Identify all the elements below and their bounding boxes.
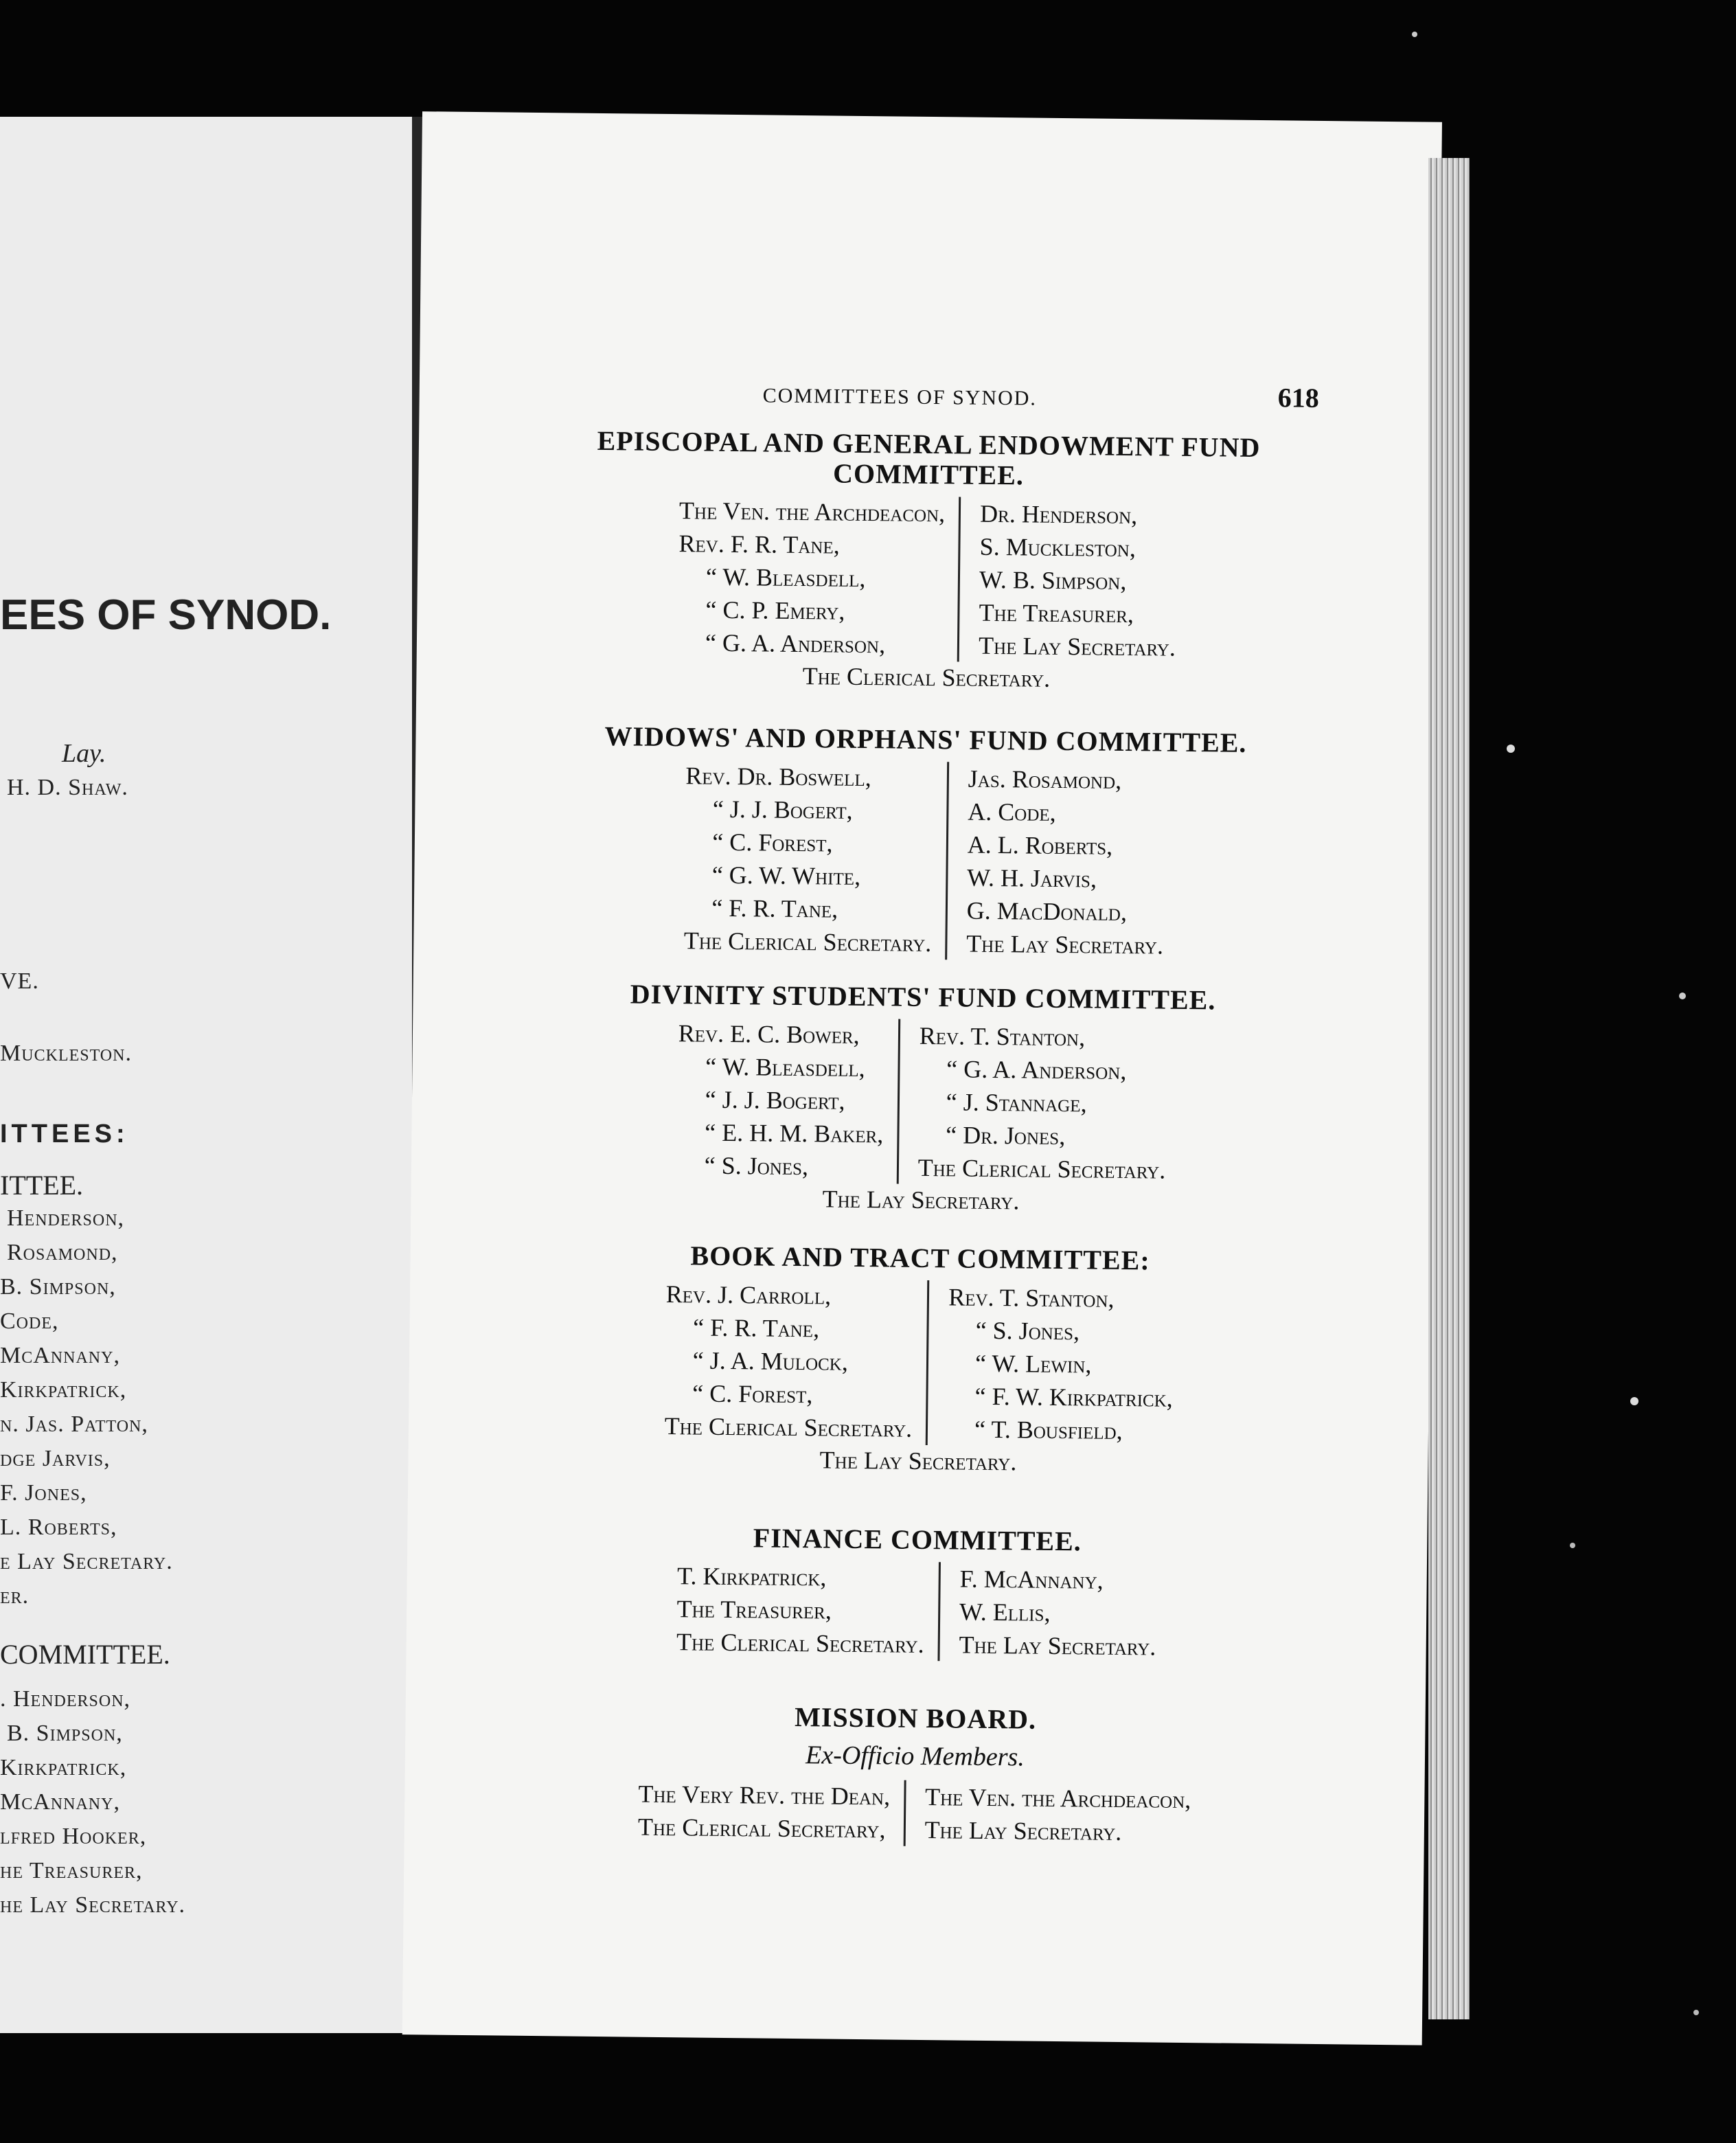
member: “ G. A. Anderson, bbox=[705, 628, 886, 659]
member: The Treasurer, bbox=[979, 598, 1134, 628]
right-column bbox=[947, 762, 1165, 962]
member: “ F. W. Kirkpatrick, bbox=[974, 1382, 1173, 1412]
left-line: . Henderson, bbox=[0, 1686, 131, 1712]
left-line: lfred Hooker, bbox=[0, 1824, 147, 1849]
left-line: H. D. Shaw. bbox=[7, 775, 128, 800]
section-mission-board bbox=[404, 1698, 1426, 1852]
left-line: er. bbox=[0, 1583, 30, 1609]
member-columns bbox=[404, 1775, 1425, 1852]
section-subtitle: Ex-Officio Members. bbox=[805, 1741, 1025, 1772]
member: T. Kirkpatrick, bbox=[676, 1562, 827, 1591]
member: The Lay Secretary. bbox=[959, 1631, 1156, 1661]
member: Rev. E. C. Bower, bbox=[678, 1019, 860, 1049]
member: The Ven. the Archdeacon, bbox=[678, 497, 946, 528]
member: “ S. Jones, bbox=[704, 1151, 809, 1181]
left-line: Kirkpatrick, bbox=[0, 1377, 127, 1403]
right-column bbox=[939, 1562, 1156, 1663]
member: W. B. Simpson, bbox=[979, 565, 1127, 595]
member: “ W. Bleasdell, bbox=[705, 1052, 865, 1082]
left-column bbox=[676, 1559, 941, 1661]
member: The Clerical Secretary. bbox=[683, 927, 932, 957]
member: Rev. T. Stanton, bbox=[919, 1021, 1086, 1052]
member: “ J. A. Mulock, bbox=[692, 1346, 849, 1376]
member: The Clerical Secretary. bbox=[917, 1153, 1166, 1184]
left-line: ITTEES: bbox=[0, 1120, 129, 1148]
member: G. MacDonald, bbox=[966, 896, 1128, 927]
member: A. L. Roberts, bbox=[967, 830, 1113, 860]
right-column bbox=[899, 1019, 1167, 1187]
member: Dr. Henderson, bbox=[979, 499, 1138, 530]
member: “ W. Bleasdell, bbox=[705, 563, 866, 593]
member: The Lay Secretary. bbox=[978, 631, 1176, 661]
member: “ T. Bousfield, bbox=[974, 1415, 1123, 1445]
right-column bbox=[928, 1280, 1174, 1448]
left-column bbox=[684, 759, 949, 960]
member: “ C. Forest, bbox=[712, 828, 833, 857]
left-line: Kirkpatrick, bbox=[0, 1755, 127, 1780]
member: Jas. Rosamond, bbox=[968, 764, 1122, 794]
member: “ C. Forest, bbox=[692, 1379, 813, 1409]
member: “ J. J. Bogert, bbox=[705, 1085, 845, 1115]
left-line: B. Simpson, bbox=[7, 1721, 123, 1746]
member: The Lay Secretary. bbox=[924, 1816, 1122, 1846]
member: “ S. Jones, bbox=[975, 1316, 1080, 1346]
member-columns bbox=[407, 1556, 1427, 1666]
page-edges bbox=[1428, 158, 1470, 2019]
left-line: e Lay Secretary. bbox=[0, 1549, 173, 1574]
left-column bbox=[664, 1278, 929, 1445]
left-line: he Treasurer, bbox=[0, 1858, 143, 1883]
member: W. Ellis, bbox=[959, 1598, 1051, 1626]
left-line: ITTEE. bbox=[0, 1170, 84, 1201]
section-title: FINANCE COMMITTEE. bbox=[753, 1522, 1082, 1557]
member: “ Dr. Jones, bbox=[946, 1121, 1066, 1150]
running-head: COMMITTEES OF SYNOD. bbox=[762, 384, 1038, 410]
member: F. McAnnany, bbox=[959, 1565, 1104, 1594]
section-title: MISSION BOARD. bbox=[794, 1701, 1037, 1735]
section-divinity-students bbox=[411, 977, 1432, 1221]
left-page bbox=[0, 117, 427, 2033]
left-line: Rosamond, bbox=[7, 1240, 118, 1265]
member: “ G. A. Anderson, bbox=[946, 1055, 1127, 1085]
member-columns bbox=[413, 756, 1435, 965]
member: The Treasurer, bbox=[676, 1595, 832, 1624]
member: W. H. Jarvis, bbox=[967, 863, 1097, 893]
member-columns bbox=[411, 1014, 1432, 1190]
left-line: VE. bbox=[0, 968, 39, 994]
member: Rev. F. R. Tane, bbox=[678, 530, 840, 559]
left-column bbox=[678, 494, 961, 661]
member: Rev. J. Carroll, bbox=[665, 1280, 832, 1310]
section-title: BOOK AND TRACT COMMITTEE: bbox=[690, 1240, 1150, 1276]
member: A. Code, bbox=[968, 797, 1056, 826]
section-title: EPISCOPAL AND GENERAL ENDOWMENT FUND COMMITTEE. bbox=[597, 424, 1261, 491]
left-line: Lay. bbox=[62, 739, 106, 768]
left-line: Henderson, bbox=[7, 1205, 125, 1231]
section-footer: The Clerical Secretary. bbox=[802, 662, 1051, 692]
right-column bbox=[905, 1780, 1191, 1849]
member: “ E. H. M. Baker, bbox=[705, 1118, 884, 1148]
left-line: n. Jas. Patton, bbox=[0, 1411, 148, 1437]
section-book-tract bbox=[408, 1238, 1430, 1482]
member: “ J. Stannage, bbox=[946, 1088, 1087, 1118]
left-line: Code, bbox=[0, 1308, 59, 1334]
member: “ F. R. Tane, bbox=[711, 894, 838, 923]
left-line: Muckleston. bbox=[0, 1041, 132, 1066]
member: “ F. R. Tane, bbox=[693, 1313, 820, 1343]
member: S. Muckleston, bbox=[979, 532, 1137, 563]
section-finance bbox=[407, 1519, 1428, 1666]
left-line: McAnnany, bbox=[0, 1343, 120, 1368]
left-line: dge Jarvis, bbox=[0, 1446, 111, 1471]
member-columns bbox=[417, 491, 1438, 667]
section-title: WIDOWS' AND ORPHANS' FUND COMMITTEE. bbox=[604, 721, 1247, 758]
page-number: 618 bbox=[1277, 382, 1319, 413]
left-line: L. Roberts, bbox=[0, 1515, 117, 1540]
left-column bbox=[638, 1778, 906, 1846]
member: The Lay Secretary. bbox=[966, 929, 1164, 960]
member: The Clerical Secretary. bbox=[664, 1412, 913, 1442]
section-widows-orphans bbox=[413, 719, 1435, 965]
member: “ G. W. White, bbox=[711, 861, 861, 890]
member: The Clerical Secretary. bbox=[676, 1628, 924, 1658]
member-columns bbox=[409, 1275, 1430, 1451]
left-line: McAnnany, bbox=[0, 1789, 120, 1815]
left-line: B. Simpson, bbox=[0, 1274, 116, 1300]
member: “ J. J. Bogert, bbox=[712, 795, 853, 824]
member: “ W. Lewin, bbox=[974, 1349, 1092, 1379]
member: Rev. Dr. Boswell, bbox=[685, 762, 871, 792]
left-line: COMMITTEE. bbox=[0, 1639, 170, 1670]
left-page-heading: EES OF SYNOD. bbox=[0, 591, 332, 639]
right-column bbox=[959, 497, 1177, 664]
left-line: he Lay Secretary. bbox=[0, 1892, 186, 1918]
section-footer: The Lay Secretary. bbox=[819, 1446, 1017, 1476]
section-footer: The Lay Secretary. bbox=[822, 1185, 1020, 1215]
right-page bbox=[402, 111, 1442, 2045]
section-title: DIVINITY STUDENTS' FUND COMMITTEE. bbox=[630, 978, 1216, 1016]
member: The Ven. the Archdeacon, bbox=[924, 1783, 1191, 1814]
member: Rev. T. Stanton, bbox=[948, 1283, 1115, 1313]
left-line: F. Jones, bbox=[0, 1480, 87, 1506]
member: “ C. P. Emery, bbox=[705, 596, 845, 625]
member: The Clerical Secretary, bbox=[637, 1813, 886, 1844]
left-column bbox=[676, 1017, 900, 1183]
section-episcopal-endowment bbox=[416, 424, 1439, 699]
member: The Very Rev. the Dean, bbox=[638, 1780, 891, 1811]
